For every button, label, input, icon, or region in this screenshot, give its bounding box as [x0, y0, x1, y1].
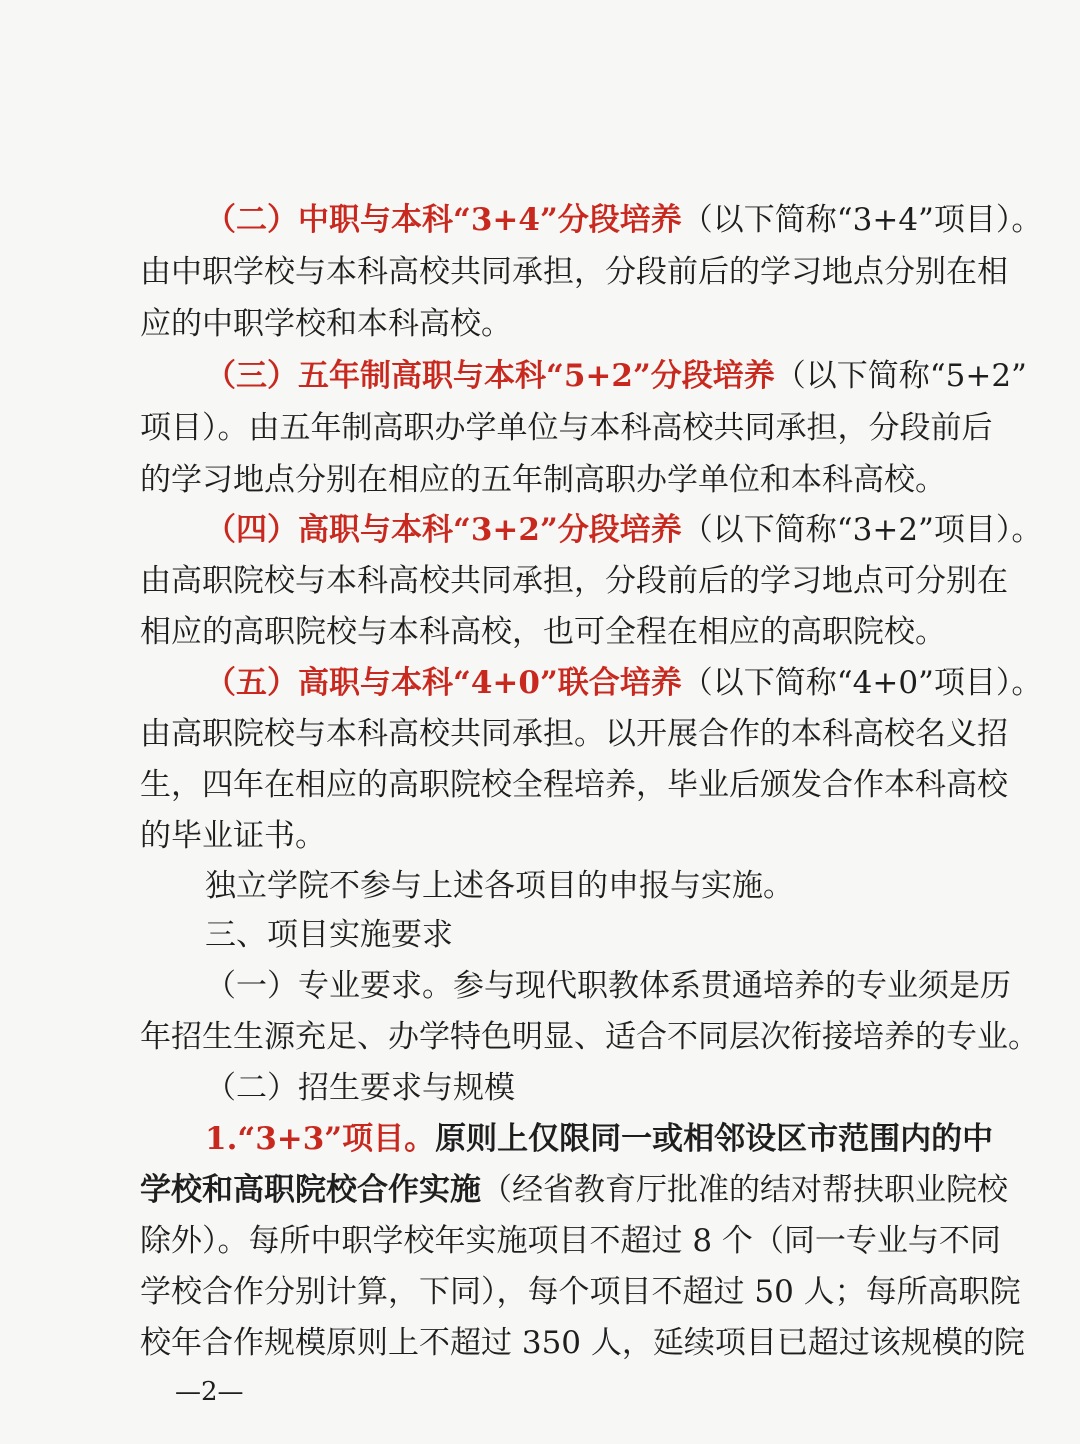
item-3-line-3: 的学习地点分别在相应的五年制高职办学单位和本科高校。 [140, 462, 946, 498]
item-5-line-3: 生，四年在相应的高职院校全程培养，毕业后颁发合作本科高校 [140, 767, 1008, 803]
req-1-line-2: 年招生生源充足、办学特色明显、适合不同层次衔接培养的专业。 [140, 1019, 1039, 1055]
item-3-abbrev: （以下简称“5+2” [774, 358, 1027, 394]
item-5-heading: （五）高职与本科“4+0”联合培养 [205, 665, 682, 701]
note-text: 独立学院不参与上述各项目的申报与实施。 [205, 868, 794, 904]
item-4-line-3: 相应的高职院校与本科高校，也可全程在相应的高职院校。 [140, 614, 946, 650]
item-1-line-1 [205, 1119, 994, 1159]
item-1-line-4: 学校合作分别计算，下同），每个项目不超过 50 人；每所高职院 [140, 1274, 1021, 1310]
item-2-line-3: 应的中职学校和本科高校。 [140, 306, 512, 342]
item-1-line-3: 除外）。每所中职学校年实施项目不超过 8 个（同一专业与不同 [140, 1223, 1001, 1259]
req-1-line-1: （一）专业要求。参与现代职教体系贯通培养的专业须是历 [205, 968, 1011, 1004]
item-4-heading: （四）高职与本科“3+2”分段培养 [205, 512, 682, 548]
item-1-bold-text-2: 学校和高职院校合作实施 [140, 1172, 481, 1208]
item-4-line-1 [205, 510, 1043, 550]
item-2-heading: （二）中职与本科“3+4”分段培养 [205, 202, 682, 238]
item-1-label: 1.“3+3”项目。 [205, 1121, 436, 1157]
section-3-title: 三、项目实施要求 [205, 917, 453, 953]
item-2-line-1 [205, 200, 1043, 240]
page-number: —2— [175, 1377, 244, 1407]
item-3-heading: （三）五年制高职与本科“5+2”分段培养 [205, 358, 775, 394]
item-1-line-2 [140, 1170, 1008, 1210]
item-3-line-2: 项目）。由五年制高职办学单位与本科高校共同承担，分段前后 [140, 410, 993, 446]
item-1-line-5: 校年合作规模原则上不超过 350 人，延续项目已超过该规模的院 [140, 1325, 1025, 1361]
item-1-bold-text-1: 原则上仅限同一或相邻设区市范围内的中 [435, 1121, 994, 1157]
item-1-rest-text: （经省教育厅批准的结对帮扶职业院校 [481, 1172, 1008, 1208]
req-2-title: （二）招生要求与规模 [205, 1070, 515, 1106]
item-2-abbrev: （以下简称“3+4”项目）。 [681, 202, 1043, 238]
item-4-abbrev: （以下简称“3+2”项目）。 [681, 512, 1043, 548]
item-3-line-1 [205, 356, 1027, 396]
item-5-line-1 [205, 663, 1043, 703]
item-5-line-4: 的毕业证书。 [140, 818, 326, 854]
item-2-line-2: 由中职学校与本科高校共同承担，分段前后的学习地点分别在相 [140, 254, 1008, 290]
item-4-line-2: 由高职院校与本科高校共同承担，分段前后的学习地点可分别在 [140, 563, 1008, 599]
item-5-line-2: 由高职院校与本科高校共同承担。以开展合作的本科高校名义招 [140, 716, 1008, 752]
item-5-abbrev: （以下简称“4+0”项目）。 [681, 665, 1043, 701]
